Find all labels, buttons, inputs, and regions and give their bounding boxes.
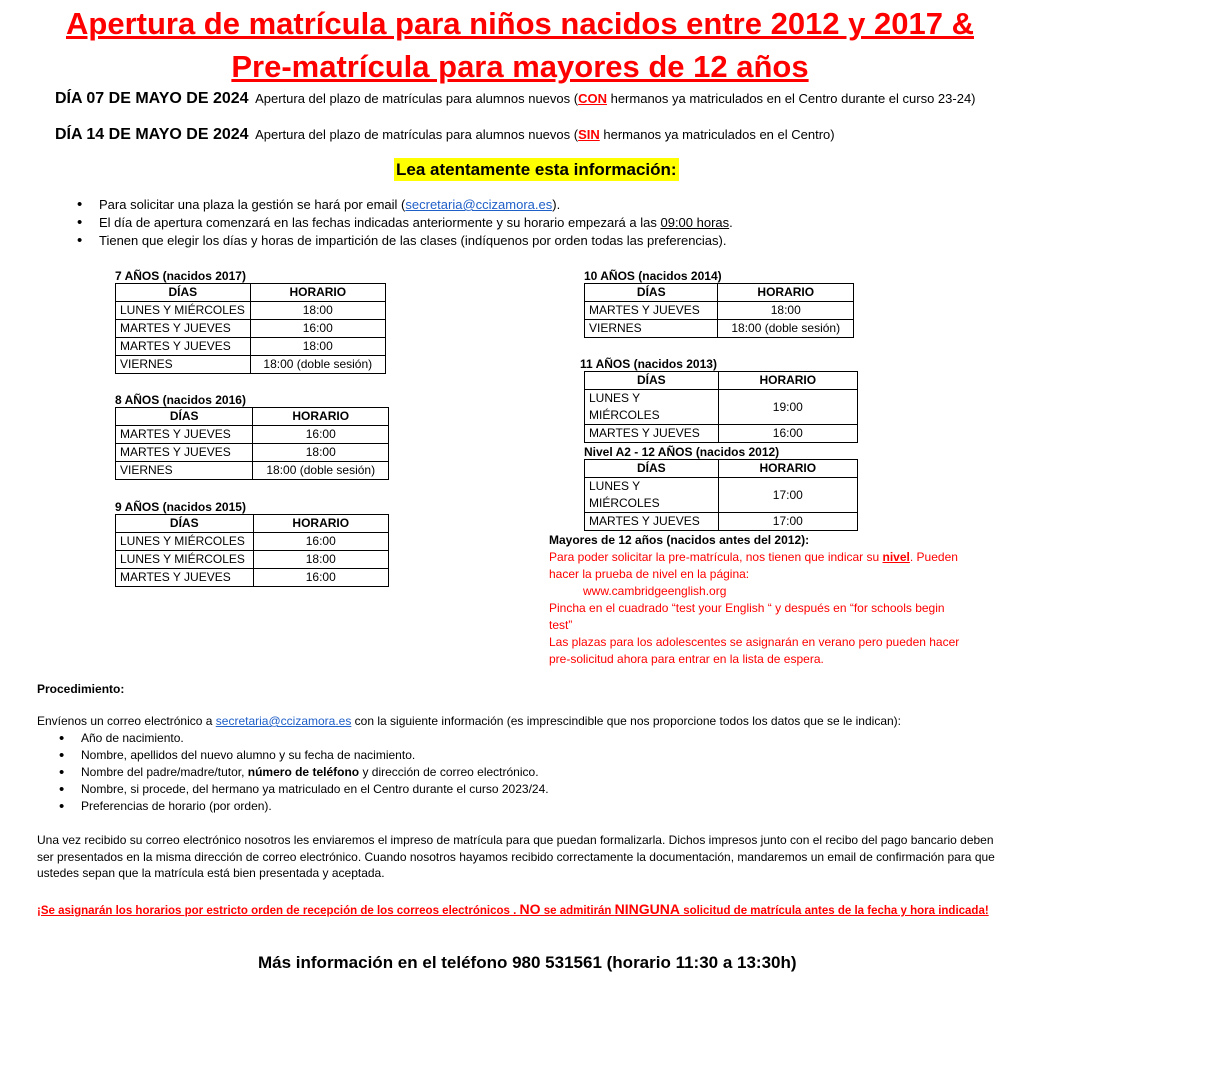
table-row: VIERNES 18:00 (doble sesión) [116,356,386,374]
table-row: VIERNES 18:00 (doble sesión) [116,462,389,480]
schedule-8-years: 8 AÑOS (nacidos 2016) DÍAS HORARIO MARTES Y JUEVES 16:00 MARTES Y JUEVES 18:00 VIERNES 18:00 (doble sesión) [115,393,389,480]
table-row: MARTES Y JUEVES 18:00 [116,338,386,356]
date-2-day: DÍA 14 DE MAYO DE 2024 [55,126,249,143]
procedure-intro: Envíenos un correo electrónico a secretaria@ccizamora.es con la siguiente información (es imprescindible que nos proporcione todos los datos que se le indican): [37,714,901,728]
schedule-9-years: 9 AÑOS (nacidos 2015) DÍAS HORARIO LUNES Y MIÉRCOLES 16:00 LUNES Y MIÉRCOLES 18:00 MARTES Y JUEVES 16:00 [115,500,389,587]
older-line-1: Para poder solicitar la pre-matrícula, nos tienen que indicar su nivel. Pueden [549,550,958,564]
procedure-heading: Procedimiento: [37,682,125,696]
table-caption: 7 AÑOS (nacidos 2017) [115,269,246,283]
table-row: VIERNES 18:00 (doble sesión) [585,320,854,338]
bullet-preferences: • Tienen que elegir los días y horas de impartición de las clases (indíquenos por orden todas las preferencias). [77,232,733,250]
col-time: HORARIO [250,284,385,302]
table-caption: 10 AÑOS (nacidos 2014) [584,269,722,283]
table-caption: Nivel A2 - 12 AÑOS (nacidos 2012) [584,445,780,459]
older-line-4: Pincha en el cuadrado “test your English “ y después en “for schools begin [549,601,945,615]
info-bullets [77,196,733,250]
date-2-pre: Apertura del plazo de matrículas para alumnos nuevos ( [255,127,579,142]
table-row: MARTES Y JUEVES 16:00 [585,425,858,443]
warning-line: ¡Se asignarán los horarios por estricto orden de recepción de los correos electrónicos . NO se admitirán NINGUNA solicitud de matrícula antes de la fecha y hora indicada! [37,901,989,917]
date-line-1 [55,90,976,108]
date-line-2 [55,126,835,144]
schedule-12-years: Nivel A2 - 12 AÑOS (nacidos 2012) DÍAS HORARIO LUNES Y MIÉRCOLES 17:00 MARTES Y JUEVES 17:00 [584,445,858,531]
older-line-7: pre-solicitud ahora para entrar en la lista de espera. [549,652,824,666]
table-row: LUNES Y MIÉRCOLES 16:00 [116,533,389,551]
list-item: • Nombre, apellidos del nuevo alumno y su fecha de nacimiento. [59,747,549,764]
title-line-2: Pre-matrícula para mayores de 12 años [231,49,809,84]
table-row: MARTES Y JUEVES 16:00 [116,569,389,587]
list-item: • Nombre del padre/madre/tutor, número de teléfono y dirección de correo electrónico. [59,764,549,781]
table-row: MARTES Y JUEVES 18:00 [116,444,389,462]
table-row: MARTES Y JUEVES 16:00 [116,426,389,444]
older-line-5: test” [549,618,573,632]
table-row: MARTES Y JUEVES 18:00 [585,302,854,320]
notice-highlight: Lea atentamente esta información: [396,160,677,179]
list-item: • Nombre, si procede, del hermano ya matriculado en el Centro durante el curso 2023/24. [59,781,549,798]
table-caption: 9 AÑOS (nacidos 2015) [115,500,246,514]
col-days: DÍAS [116,284,251,302]
table-row: MARTES Y JUEVES 16:00 [116,320,386,338]
table-row: LUNES Y MIÉRCOLES 18:00 [116,302,386,320]
older-level-keyword: nivel [882,550,910,564]
title-line-1: Apertura de matrícula para niños nacidos entre 2012 y 2017 & [66,6,974,41]
procedure-email-link[interactable]: secretaria@ccizamora.es [215,714,352,728]
table-row: MARTES Y JUEVES 17:00 [585,513,858,531]
bullet-email: • Para solicitar una plaza la gestión se hará por email (secretaria@ccizamora.es). [77,196,733,214]
table-row: LUNES Y MIÉRCOLES 19:00 [585,390,858,425]
schedule-11-years: 11 AÑOS (nacidos 2013) DÍAS HORARIO LUNES Y MIÉRCOLES 19:00 MARTES Y JUEVES 16:00 [584,357,858,443]
older-students-section [549,532,989,668]
date-1-day: DÍA 07 DE MAYO DE 2024 [55,90,249,107]
table-row: LUNES Y MIÉRCOLES 18:00 [116,551,389,569]
list-item: • Preferencias de horario (por orden). [59,798,549,815]
table-caption: 11 AÑOS (nacidos 2013) [580,357,717,371]
procedure-list [59,730,549,815]
older-line-6: Las plazas para los adolescentes se asignarán en verano pero pueden hacer [549,635,960,649]
bullet-opening-time: • El día de apertura comenzará en las fechas indicadas anteriormente y su horario empezará a las 09:00 horas. [77,214,733,232]
date-1-keyword: CON [578,91,607,106]
cambridge-url[interactable]: www.cambridgeenglish.org [583,584,727,598]
older-line-2: hacer la prueba de nivel en la página: [549,567,750,581]
footer-phone-info: Más información en el teléfono 980 531561 (horario 11:30 a 13:30h) [258,953,797,972]
older-heading: Mayores de 12 años (nacidos antes del 2012): [549,533,810,547]
schedule-7-years [115,269,386,374]
procedure-paragraph: Una vez recibido su correo electrónico nosotros les enviaremos el impreso de matrícula para que puedan formalizarla. Dichos impresos junto con el recibo del pago bancario deben ser presentados en la misma dirección de correo electrónico. Cuando nosotros hayamos recibido correctamente la documentación, mandaremos un email de confirmación para que ustedes sepan que la matrícula está bien presentada y aceptada. [37,833,995,880]
date-1-pre: Apertura del plazo de matrículas para alumnos nuevos ( [255,91,579,106]
list-item: • Año de nacimiento. [59,730,549,747]
schedule-10-years: 10 AÑOS (nacidos 2014) DÍAS HORARIO MARTES Y JUEVES 18:00 VIERNES 18:00 (doble sesión) [584,269,854,338]
date-1-post: hermanos ya matriculados en el Centro durante el curso 23-24) [606,91,976,106]
date-2-keyword: SIN [578,127,600,142]
email-link[interactable]: secretaria@ccizamora.es [405,197,553,212]
notice-wrapper [394,160,679,180]
opening-time: 09:00 horas [660,215,730,230]
date-2-post: hermanos ya matriculados en el Centro) [599,127,835,142]
table-row: LUNES Y MIÉRCOLES 17:00 [585,478,858,513]
table-caption: 8 AÑOS (nacidos 2016) [115,393,246,407]
